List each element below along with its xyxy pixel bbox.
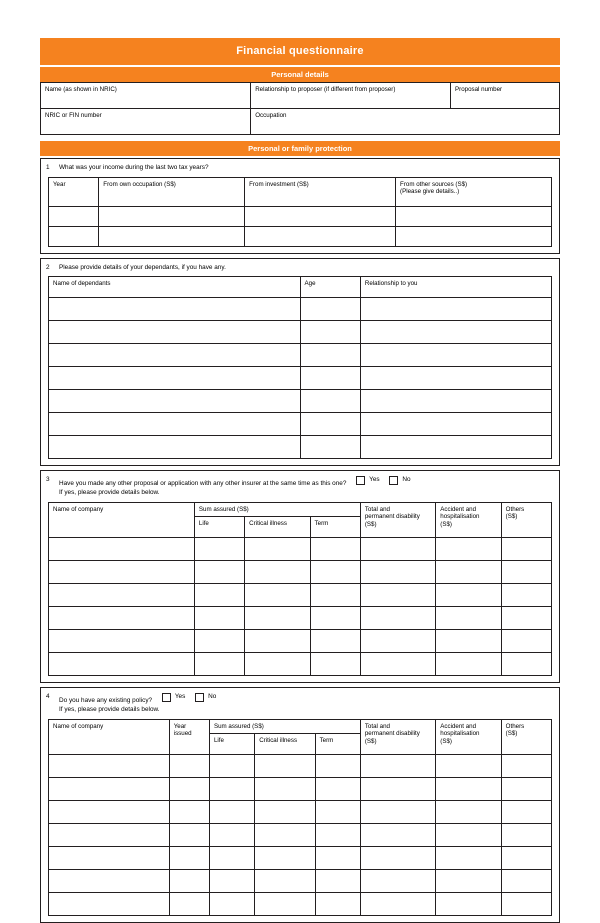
cell-tpd[interactable] bbox=[360, 607, 435, 630]
cell-critical-illness[interactable] bbox=[255, 778, 315, 801]
question-2-text: Please provide details of your dependants, if you have any. bbox=[59, 263, 226, 271]
cell-critical-illness[interactable] bbox=[245, 653, 310, 676]
cell-relationship[interactable] bbox=[360, 344, 551, 367]
cell-others[interactable] bbox=[501, 538, 551, 561]
question-1-heading bbox=[46, 164, 554, 173]
field-label-name[interactable]: Name (as shown in NRIC) bbox=[41, 83, 251, 109]
cell-accident-hospitalisation[interactable] bbox=[436, 847, 501, 870]
column-header-dependant-name: Name of dependants bbox=[49, 277, 301, 298]
question-4-subtext: If yes, please provide details below. bbox=[59, 705, 160, 713]
table-row bbox=[49, 653, 552, 676]
cell-life[interactable] bbox=[194, 630, 244, 653]
cell-tpd[interactable] bbox=[360, 778, 435, 801]
question-3-no-option[interactable] bbox=[389, 476, 410, 485]
question-2-heading bbox=[46, 264, 554, 273]
cell-others[interactable] bbox=[501, 755, 551, 778]
cell-critical-illness[interactable] bbox=[245, 607, 310, 630]
cell-others[interactable] bbox=[501, 847, 551, 870]
cell-accident-hospitalisation[interactable] bbox=[436, 824, 501, 847]
question-1-block bbox=[40, 158, 560, 254]
cell-others[interactable] bbox=[501, 630, 551, 653]
field-label-relationship[interactable]: Relationship to proposer (if different from proposer) bbox=[251, 83, 451, 109]
cell-company[interactable] bbox=[49, 538, 195, 561]
question-4-heading bbox=[46, 693, 554, 714]
cell-term[interactable] bbox=[310, 607, 360, 630]
cell-tpd[interactable] bbox=[360, 584, 435, 607]
cell-others[interactable] bbox=[501, 653, 551, 676]
column-header-ah-line2: hospitalisation bbox=[440, 513, 480, 521]
personal-details-table bbox=[40, 82, 560, 135]
cell-company[interactable] bbox=[49, 847, 170, 870]
checkbox-no-icon[interactable] bbox=[389, 476, 398, 485]
cell-term[interactable] bbox=[310, 538, 360, 561]
field-label-proposal-number[interactable]: Proposal number bbox=[451, 83, 560, 109]
table-row bbox=[49, 298, 552, 321]
cell-own-occupation[interactable] bbox=[99, 206, 245, 226]
cell-life[interactable] bbox=[194, 561, 244, 584]
cell-age[interactable] bbox=[300, 367, 360, 390]
cell-year-issued[interactable] bbox=[169, 755, 209, 778]
table-row bbox=[49, 755, 552, 778]
cell-life[interactable] bbox=[209, 847, 254, 870]
question-2-block bbox=[40, 258, 560, 467]
cell-dependant-name[interactable] bbox=[49, 344, 301, 367]
question-3-number: 3 bbox=[46, 476, 50, 484]
question-3-subtext: If yes, please provide details below. bbox=[59, 488, 160, 496]
checkbox-no-label: No bbox=[402, 476, 411, 484]
question-4-number: 4 bbox=[46, 693, 50, 701]
cell-company[interactable] bbox=[49, 824, 170, 847]
cell-relationship[interactable] bbox=[360, 321, 551, 344]
column-header-ah-line3: (S$) bbox=[440, 521, 452, 529]
cell-age[interactable] bbox=[300, 344, 360, 367]
cell-dependant-name[interactable] bbox=[49, 390, 301, 413]
field-label-nric[interactable]: NRIC or FIN number bbox=[41, 109, 251, 135]
column-header-own-occupation: From own occupation (S$) bbox=[99, 177, 245, 206]
cell-company[interactable] bbox=[49, 653, 195, 676]
cell-accident-hospitalisation[interactable] bbox=[436, 653, 501, 676]
cell-tpd[interactable] bbox=[360, 824, 435, 847]
cell-tpd[interactable] bbox=[360, 893, 435, 916]
cell-age[interactable] bbox=[300, 390, 360, 413]
cell-relationship[interactable] bbox=[360, 413, 551, 436]
cell-accident-hospitalisation[interactable] bbox=[436, 584, 501, 607]
question-3-yes-option[interactable] bbox=[356, 476, 379, 485]
table-row bbox=[49, 206, 552, 226]
cell-accident-hospitalisation[interactable] bbox=[436, 893, 501, 916]
column-header-other-sources-line1: From other sources (S$) bbox=[400, 180, 468, 188]
table-row bbox=[49, 561, 552, 584]
column-header-others-line2: (S$) bbox=[505, 513, 518, 521]
cell-others[interactable] bbox=[501, 607, 551, 630]
column-header-age: Age bbox=[300, 277, 360, 298]
cell-others[interactable] bbox=[501, 824, 551, 847]
cell-dependant-name[interactable] bbox=[49, 321, 301, 344]
column-header-tpd-line1: Total and bbox=[364, 722, 390, 730]
cell-relationship[interactable] bbox=[360, 390, 551, 413]
column-header-others-line1: Others bbox=[505, 505, 525, 513]
cell-life[interactable] bbox=[194, 584, 244, 607]
question-1-number: 1 bbox=[46, 164, 50, 171]
column-header-ah-line1: Accident and bbox=[440, 722, 477, 730]
cell-relationship[interactable] bbox=[360, 367, 551, 390]
table-row bbox=[49, 413, 552, 436]
column-header-other-sources bbox=[396, 177, 552, 206]
column-header-life: Life bbox=[194, 517, 244, 538]
existing-policy-table bbox=[48, 719, 552, 917]
cell-term[interactable] bbox=[315, 893, 360, 916]
cell-accident-hospitalisation[interactable] bbox=[436, 630, 501, 653]
cell-relationship[interactable] bbox=[360, 436, 551, 459]
cell-dependant-name[interactable] bbox=[49, 298, 301, 321]
cell-critical-illness[interactable] bbox=[255, 801, 315, 824]
cell-tpd[interactable] bbox=[360, 653, 435, 676]
table-row bbox=[49, 870, 552, 893]
cell-critical-illness[interactable] bbox=[255, 755, 315, 778]
table-row bbox=[49, 847, 552, 870]
column-header-others-line1: Others bbox=[505, 722, 525, 730]
cell-dependant-name[interactable] bbox=[49, 413, 301, 436]
column-header-critical-illness: Critical illness bbox=[255, 734, 315, 755]
column-header-ah-line3: (S$) bbox=[440, 738, 452, 746]
cell-term[interactable] bbox=[315, 755, 360, 778]
income-table bbox=[48, 177, 552, 247]
checkbox-no-label: No bbox=[208, 693, 217, 701]
column-header-tpd-line2: permanent disability bbox=[364, 513, 420, 521]
question-4-yes-option[interactable] bbox=[162, 693, 185, 702]
cell-life[interactable] bbox=[194, 538, 244, 561]
table-row bbox=[49, 630, 552, 653]
cell-life[interactable] bbox=[209, 778, 254, 801]
checkbox-yes-icon[interactable] bbox=[162, 693, 171, 702]
cell-others[interactable] bbox=[501, 893, 551, 916]
column-header-company: Name of company bbox=[49, 719, 170, 755]
cell-accident-hospitalisation[interactable] bbox=[436, 870, 501, 893]
cell-life[interactable] bbox=[209, 893, 254, 916]
cell-investment[interactable] bbox=[245, 226, 396, 246]
cell-year-issued[interactable] bbox=[169, 824, 209, 847]
column-header-accident-hospitalisation bbox=[436, 502, 501, 538]
cell-term[interactable] bbox=[310, 653, 360, 676]
cell-age[interactable] bbox=[300, 321, 360, 344]
cell-life[interactable] bbox=[194, 607, 244, 630]
column-header-tpd bbox=[360, 502, 435, 538]
cell-other-sources[interactable] bbox=[396, 226, 552, 246]
cell-year[interactable] bbox=[49, 206, 99, 226]
cell-dependant-name[interactable] bbox=[49, 436, 301, 459]
dependants-table bbox=[48, 276, 552, 459]
checkbox-yes-icon[interactable] bbox=[356, 476, 365, 485]
cell-critical-illness[interactable] bbox=[255, 893, 315, 916]
other-proposals-table bbox=[48, 502, 552, 677]
cell-age[interactable] bbox=[300, 298, 360, 321]
table-row bbox=[49, 778, 552, 801]
cell-critical-illness[interactable] bbox=[245, 584, 310, 607]
cell-life[interactable] bbox=[209, 755, 254, 778]
column-header-year-issued-line1: Year bbox=[173, 722, 187, 730]
column-header-other-sources-line2: (Please give details..) bbox=[400, 188, 460, 196]
column-header-ah-line1: Accident and bbox=[440, 505, 477, 513]
cell-investment[interactable] bbox=[245, 206, 396, 226]
table-header-row bbox=[49, 177, 552, 206]
question-3-block bbox=[40, 470, 560, 683]
table-row bbox=[49, 893, 552, 916]
question-4-no-option[interactable] bbox=[195, 693, 216, 702]
table-row bbox=[49, 436, 552, 459]
question-4-block bbox=[40, 687, 560, 923]
cell-tpd[interactable] bbox=[360, 870, 435, 893]
cell-company[interactable] bbox=[49, 870, 170, 893]
column-header-year-issued-line2: issued bbox=[173, 730, 192, 738]
table-header-row bbox=[49, 502, 552, 517]
cell-company[interactable] bbox=[49, 607, 195, 630]
column-header-tpd-line3: (S$) bbox=[364, 521, 377, 529]
cell-others[interactable] bbox=[501, 801, 551, 824]
cell-tpd[interactable] bbox=[360, 801, 435, 824]
question-2-number: 2 bbox=[46, 263, 50, 271]
table-row bbox=[49, 538, 552, 561]
cell-age[interactable] bbox=[300, 436, 360, 459]
cell-own-occupation[interactable] bbox=[99, 226, 245, 246]
cell-critical-illness[interactable] bbox=[255, 870, 315, 893]
cell-critical-illness[interactable] bbox=[255, 847, 315, 870]
column-header-relationship: Relationship to you bbox=[360, 277, 551, 298]
column-header-term: Term bbox=[310, 517, 360, 538]
cell-accident-hospitalisation[interactable] bbox=[436, 561, 501, 584]
cell-company[interactable] bbox=[49, 893, 170, 916]
field-label-occupation[interactable]: Occupation bbox=[251, 109, 560, 135]
table-row bbox=[49, 824, 552, 847]
cell-term[interactable] bbox=[310, 561, 360, 584]
cell-accident-hospitalisation[interactable] bbox=[436, 607, 501, 630]
cell-critical-illness[interactable] bbox=[245, 561, 310, 584]
table-header-row bbox=[49, 277, 552, 298]
cell-age[interactable] bbox=[300, 413, 360, 436]
cell-tpd[interactable] bbox=[360, 755, 435, 778]
cell-others[interactable] bbox=[501, 584, 551, 607]
column-header-sum-assured: Sum assured (S$) bbox=[194, 502, 360, 517]
cell-company[interactable] bbox=[49, 561, 195, 584]
cell-year-issued[interactable] bbox=[169, 801, 209, 824]
table-row bbox=[49, 321, 552, 344]
cell-company[interactable] bbox=[49, 801, 170, 824]
cell-year-issued[interactable] bbox=[169, 778, 209, 801]
section-header-family-protection: Personal or family protection bbox=[40, 141, 560, 156]
cell-term[interactable] bbox=[315, 824, 360, 847]
cell-others[interactable] bbox=[501, 561, 551, 584]
checkbox-yes-label: Yes bbox=[369, 476, 380, 484]
cell-accident-hospitalisation[interactable] bbox=[436, 801, 501, 824]
cell-others[interactable] bbox=[501, 778, 551, 801]
cell-year-issued[interactable] bbox=[169, 893, 209, 916]
column-header-tpd-line3: (S$) bbox=[364, 738, 377, 746]
table-header-row bbox=[49, 719, 552, 734]
cell-company[interactable] bbox=[49, 630, 195, 653]
cell-accident-hospitalisation[interactable] bbox=[436, 778, 501, 801]
question-1-text: What was your income during the last two tax years? bbox=[59, 164, 209, 171]
column-header-investment: From investment (S$) bbox=[245, 177, 396, 206]
column-header-company: Name of company bbox=[49, 502, 195, 538]
cell-life[interactable] bbox=[209, 824, 254, 847]
column-header-year-issued bbox=[169, 719, 209, 755]
cell-accident-hospitalisation[interactable] bbox=[436, 538, 501, 561]
cell-term[interactable] bbox=[310, 630, 360, 653]
cell-year[interactable] bbox=[49, 226, 99, 246]
cell-year-issued[interactable] bbox=[169, 847, 209, 870]
cell-tpd[interactable] bbox=[360, 561, 435, 584]
cell-tpd[interactable] bbox=[360, 538, 435, 561]
cell-accident-hospitalisation[interactable] bbox=[436, 755, 501, 778]
column-header-critical-illness: Critical illness bbox=[245, 517, 310, 538]
cell-critical-illness[interactable] bbox=[245, 538, 310, 561]
table-row bbox=[49, 367, 552, 390]
question-3-heading bbox=[46, 476, 554, 497]
column-header-tpd-line2: permanent disability bbox=[364, 730, 420, 738]
cell-other-sources[interactable] bbox=[396, 206, 552, 226]
column-header-year: Year bbox=[49, 177, 99, 206]
question-3-label: Have you made any other proposal or application with any other insurer at the same time as this one? bbox=[59, 480, 347, 488]
cell-term[interactable] bbox=[315, 801, 360, 824]
column-header-tpd-line1: Total and bbox=[364, 505, 390, 513]
cell-life[interactable] bbox=[209, 801, 254, 824]
column-header-others-line2: (S$) bbox=[505, 730, 518, 738]
cell-term[interactable] bbox=[310, 584, 360, 607]
checkbox-no-icon[interactable] bbox=[195, 693, 204, 702]
cell-company[interactable] bbox=[49, 778, 170, 801]
section-header-personal-details: Personal details bbox=[40, 67, 560, 82]
column-header-accident-hospitalisation bbox=[436, 719, 501, 755]
column-header-others bbox=[501, 502, 551, 538]
cell-tpd[interactable] bbox=[360, 630, 435, 653]
form-document bbox=[40, 38, 560, 923]
cell-term[interactable] bbox=[315, 847, 360, 870]
question-4-label: Do you have any existing policy? bbox=[59, 697, 153, 705]
column-header-sum-assured: Sum assured (S$) bbox=[209, 719, 360, 734]
column-header-tpd bbox=[360, 719, 435, 755]
column-header-others bbox=[501, 719, 551, 755]
table-row bbox=[49, 607, 552, 630]
column-header-life: Life bbox=[209, 734, 254, 755]
cell-dependant-name[interactable] bbox=[49, 367, 301, 390]
cell-year-issued[interactable] bbox=[169, 870, 209, 893]
table-row bbox=[49, 390, 552, 413]
cell-others[interactable] bbox=[501, 870, 551, 893]
table-row bbox=[41, 83, 560, 109]
cell-company[interactable] bbox=[49, 584, 195, 607]
table-row bbox=[41, 109, 560, 135]
column-header-ah-line2: hospitalisation bbox=[440, 730, 480, 738]
cell-relationship[interactable] bbox=[360, 298, 551, 321]
table-row bbox=[49, 584, 552, 607]
cell-life[interactable] bbox=[209, 870, 254, 893]
form-title: Financial questionnaire bbox=[40, 38, 560, 65]
cell-company[interactable] bbox=[49, 755, 170, 778]
cell-term[interactable] bbox=[315, 778, 360, 801]
cell-critical-illness[interactable] bbox=[245, 630, 310, 653]
column-header-term: Term bbox=[315, 734, 360, 755]
cell-term[interactable] bbox=[315, 870, 360, 893]
cell-life[interactable] bbox=[194, 653, 244, 676]
checkbox-yes-label: Yes bbox=[174, 693, 186, 701]
table-row bbox=[49, 801, 552, 824]
cell-critical-illness[interactable] bbox=[255, 824, 315, 847]
cell-tpd[interactable] bbox=[360, 847, 435, 870]
table-row bbox=[49, 344, 552, 367]
question-4-text bbox=[59, 693, 554, 714]
question-3-text bbox=[59, 476, 554, 497]
table-row bbox=[49, 226, 552, 246]
